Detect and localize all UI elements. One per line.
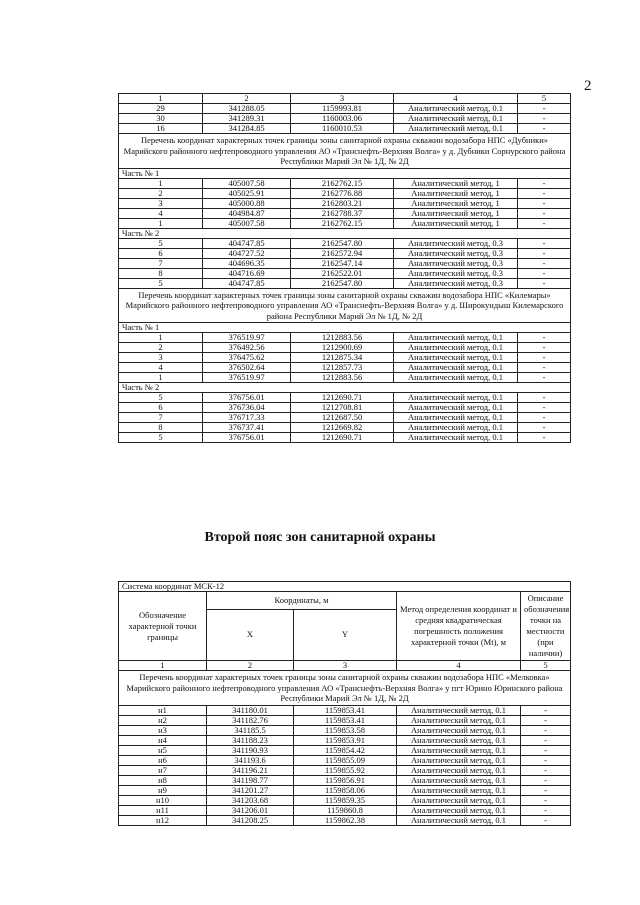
point-id: н4 [119,735,207,745]
coord-x: 341206.01 [207,805,294,815]
point-id: 7 [119,413,203,423]
point-id: 6 [119,248,203,258]
point-id: 29 [119,104,203,114]
table-row [119,715,571,725]
description: - [521,735,571,745]
coord-y: 1212875.34 [291,353,394,363]
column-number-row [119,94,571,104]
description: - [518,258,571,268]
coord-x: 341180.01 [207,705,294,715]
header-method: Метод определения координат и средняя квадратическая погрешность положения характерной точки (Mt), м [397,592,521,661]
method: Аналитический метод, 0.1 [397,805,521,815]
table-row [119,104,571,114]
table-row [119,278,571,288]
method: Аналитический метод, 0.1 [394,393,518,403]
column-number: 2 [207,661,294,671]
description: - [518,114,571,124]
table-row [119,815,571,825]
coord-y: 2162547.14 [291,258,394,268]
coord-x: 404727.52 [203,248,291,258]
description: - [518,373,571,383]
point-id: 30 [119,114,203,124]
coord-y: 2162547.80 [291,238,394,248]
table-row [119,188,571,198]
method: Аналитический метод, 0.1 [394,433,518,443]
coord-y: 2162776.88 [291,188,394,198]
point-id: н7 [119,765,207,775]
coord-x: 376519.97 [203,333,291,343]
coord-x: 376736.04 [203,403,291,413]
table-row [119,795,571,805]
table-row [119,238,571,248]
table-row [119,433,571,443]
description: - [521,785,571,795]
column-number: 3 [291,94,394,104]
table-row [119,735,571,745]
coord-x: 341289.31 [203,114,291,124]
description: - [518,198,571,208]
page-number: 2 [584,78,592,94]
method: Аналитический метод, 0.3 [394,278,518,288]
description: - [518,124,571,134]
coord-y: 1159993.81 [291,104,394,114]
section-heading: Второй пояс зон санитарной охраны [204,530,436,545]
description: - [521,755,571,765]
point-id: 4 [119,208,203,218]
coord-x: 376492.56 [203,343,291,353]
method: Аналитический метод, 0.3 [394,258,518,268]
system-row [119,582,571,592]
description: - [518,178,571,188]
part-label-row [119,228,571,238]
point-id: н11 [119,805,207,815]
method: Аналитический метод, 0.1 [397,715,521,725]
method: Аналитический метод, 0.3 [394,268,518,278]
description: - [518,393,571,403]
method: Аналитический метод, 0.3 [394,238,518,248]
coord-y: 1159853.91 [294,735,397,745]
coord-y: 1212687.50 [291,413,394,423]
coord-x: 376475.62 [203,353,291,363]
description: - [518,343,571,353]
method: Аналитический метод, 0.1 [397,815,521,825]
method: Аналитический метод, 0.1 [394,363,518,373]
method: Аналитический метод, 1 [394,198,518,208]
method: Аналитический метод, 0.1 [394,413,518,423]
point-id: н12 [119,815,207,825]
description: - [521,795,571,805]
coord-y: 1212857.73 [291,363,394,373]
coord-x: 404747.85 [203,278,291,288]
coord-y: 1159859.35 [294,795,397,805]
table-row [119,393,571,403]
description: - [521,765,571,775]
header-x: X [207,609,294,660]
point-id: н3 [119,725,207,735]
description: - [518,353,571,363]
coord-x: 376519.97 [203,373,291,383]
column-number: 4 [394,94,518,104]
description: - [518,333,571,343]
point-id: н9 [119,785,207,795]
header-coordinates: Координаты, м [207,592,397,610]
method: Аналитический метод, 0.1 [397,745,521,755]
method: Аналитический метод, 0.1 [394,403,518,413]
description: - [521,705,571,715]
point-id: н6 [119,755,207,765]
coordinates-table-continued [118,93,571,443]
point-id: 16 [119,124,203,134]
coord-x: 341208.25 [207,815,294,825]
point-id: н2 [119,715,207,725]
table-row [119,114,571,124]
description: - [518,208,571,218]
coord-x: 376756.01 [203,433,291,443]
method: Аналитический метод, 1 [394,178,518,188]
coord-y: 1159860.8 [294,805,397,815]
part-label-row [119,383,571,393]
description: - [518,248,571,258]
column-number-row [119,661,571,671]
description: - [518,268,571,278]
point-id: 5 [119,433,203,443]
part-label: Часть № 1 [119,168,571,178]
description: - [518,423,571,433]
column-number: 3 [294,661,397,671]
table-row [119,333,571,343]
method: Аналитический метод, 0.1 [397,795,521,805]
coord-y: 1160010.53 [291,124,394,134]
header-row-1 [119,592,571,610]
method: Аналитический метод, 0.1 [397,775,521,785]
method: Аналитический метод, 0.1 [397,735,521,745]
description: - [521,745,571,755]
coord-x: 341182.76 [207,715,294,725]
second-zone-table [118,581,571,826]
description: - [521,725,571,735]
method: Аналитический метод, 1 [394,208,518,218]
coord-y: 2162522.01 [291,268,394,278]
coord-x: 341196.21 [207,765,294,775]
method: Аналитический метод, 0.1 [394,124,518,134]
coord-y: 2162788.37 [291,208,394,218]
part-label-row [119,168,571,178]
coord-x: 404696.35 [203,258,291,268]
method: Аналитический метод, 0.3 [394,248,518,258]
method: Аналитический метод, 0.1 [397,785,521,795]
part-label: Часть № 2 [119,383,571,393]
table-row [119,124,571,134]
section-title-row [119,671,571,706]
method: Аналитический метод, 0.1 [397,765,521,775]
method: Аналитический метод, 0.1 [394,343,518,353]
point-id: н8 [119,775,207,785]
description: - [518,104,571,114]
coord-y: 1212883.56 [291,333,394,343]
header-description: Описание обозначения точки на местности (при наличии) [521,592,571,661]
part-label: Часть № 1 [119,323,571,333]
description: - [518,433,571,443]
table-row [119,745,571,755]
point-id: 6 [119,403,203,413]
coord-y: 2162547.80 [291,278,394,288]
coord-x: 341190.93 [207,745,294,755]
method: Аналитический метод, 1 [394,218,518,228]
point-id: н10 [119,795,207,805]
coord-y: 1212883.56 [291,373,394,383]
coord-x: 404716.69 [203,268,291,278]
coord-x: 341203.68 [207,795,294,805]
point-id: н1 [119,705,207,715]
description: - [518,238,571,248]
section-title: Перечень координат характерных точек границы зоны санитарной охраны скважин водозабора НПС «Мелковка» Марийского районного нефтепроводного управления АО «Транснефть-Верхняя Волга» у пгт Юрино Юринского района Республики Марий Эл № 1Д, № 2Д [119,671,571,706]
coord-y: 2162572.94 [291,248,394,258]
column-number: 1 [119,661,207,671]
coord-y: 1160003.06 [291,114,394,124]
coord-y: 1159856.91 [294,775,397,785]
coord-y: 1159862.38 [294,815,397,825]
coord-x: 376502.64 [203,363,291,373]
point-id: 5 [119,393,203,403]
section-title-row [119,134,571,169]
column-number: 5 [518,94,571,104]
description: - [521,775,571,785]
table-row [119,218,571,228]
point-id: 3 [119,198,203,208]
column-number: 1 [119,94,203,104]
method: Аналитический метод, 0.1 [397,705,521,715]
method: Аналитический метод, 0.1 [394,333,518,343]
point-id: 3 [119,353,203,363]
table-row [119,725,571,735]
method: Аналитический метод, 0.1 [397,755,521,765]
coord-x: 341201.27 [207,785,294,795]
section-title-row [119,288,571,323]
coord-y: 1159853.58 [294,725,397,735]
part-label: Часть № 2 [119,228,571,238]
coord-y: 1159854.42 [294,745,397,755]
method: Аналитический метод, 0.1 [394,373,518,383]
table-row [119,353,571,363]
table-row [119,198,571,208]
description: - [521,805,571,815]
coord-y: 1159853.41 [294,715,397,725]
method: Аналитический метод, 0.1 [397,725,521,735]
table-row [119,403,571,413]
point-id: 1 [119,218,203,228]
part-label-row [119,323,571,333]
point-id: 7 [119,258,203,268]
coord-x: 341198.77 [207,775,294,785]
coord-x: 405007.58 [203,178,291,188]
table-row [119,805,571,815]
coord-y: 1159855.92 [294,765,397,775]
section-title: Перечень координат характерных точек границы зоны санитарной охраны скважин водозабора НПС «Дубники» Марийского районного нефтепроводного управления АО «Транснефть-Верхняя Волга» у д. Дубники Сорнурского района Республики Марий Эл № 1Д, № 2Д [119,134,571,169]
coordinate-system-label: Система координат МСК-12 [119,582,571,592]
point-id: 8 [119,423,203,433]
coord-x: 341193.6 [207,755,294,765]
method: Аналитический метод, 1 [394,188,518,198]
method: Аналитический метод, 0.1 [394,114,518,124]
table-row [119,258,571,268]
point-id: 5 [119,238,203,248]
coord-y: 2162762.15 [291,178,394,188]
coord-y: 1212669.82 [291,423,394,433]
table-row [119,413,571,423]
coord-y: 2162762.15 [291,218,394,228]
table-row [119,248,571,258]
table-row [119,775,571,785]
coord-y: 1212690.71 [291,393,394,403]
point-id: 1 [119,178,203,188]
coord-x: 404984.87 [203,208,291,218]
point-id: 2 [119,188,203,198]
table-row [119,423,571,433]
table-row [119,765,571,775]
description: - [518,218,571,228]
coord-x: 341188.23 [207,735,294,745]
coord-y: 1212690.71 [291,433,394,443]
point-id: 1 [119,373,203,383]
description: - [521,715,571,725]
column-number: 5 [521,661,571,671]
section-title: Перечень координат характерных точек границы зоны санитарной охраны скважин водозабора НПС «Килемары» Марийского районного нефтепроводного управления АО «Транснефть-Верхняя Волга» у д. Широкундыш Килемарского района Республики Марий Эл № 1Д, № 2Д [119,288,571,323]
method: Аналитический метод, 0.1 [394,423,518,433]
coord-x: 405000.88 [203,198,291,208]
coord-y: 1212900.69 [291,343,394,353]
coord-y: 1159855.09 [294,755,397,765]
description: - [518,188,571,198]
point-id: 5 [119,278,203,288]
coord-y: 1212708.81 [291,403,394,413]
table-row [119,373,571,383]
table-row [119,268,571,278]
table-row [119,785,571,795]
table-row [119,343,571,353]
table-row [119,755,571,765]
header-y: Y [294,609,397,660]
description: - [518,363,571,373]
table-row [119,705,571,715]
coord-y: 2162803.21 [291,198,394,208]
point-id: н5 [119,745,207,755]
point-id: 4 [119,363,203,373]
coord-x: 341284.85 [203,124,291,134]
method: Аналитический метод, 0.1 [394,104,518,114]
point-id: 8 [119,268,203,278]
coord-y: 1159858.06 [294,785,397,795]
point-id: 1 [119,333,203,343]
table-row [119,208,571,218]
coord-x: 376717.33 [203,413,291,423]
coord-x: 341185.5 [207,725,294,735]
coord-x: 376756.01 [203,393,291,403]
header-point: Обозначение характерной точки границы [119,592,207,661]
description: - [521,815,571,825]
point-id: 2 [119,343,203,353]
coord-y: 1159853.41 [294,705,397,715]
coord-x: 341288.05 [203,104,291,114]
description: - [518,413,571,423]
coord-x: 405025.91 [203,188,291,198]
coord-x: 404747.85 [203,238,291,248]
description: - [518,403,571,413]
table-row [119,363,571,373]
table-row [119,178,571,188]
coord-x: 405007.58 [203,218,291,228]
method: Аналитический метод, 0.1 [394,353,518,363]
column-number: 2 [203,94,291,104]
description: - [518,278,571,288]
column-number: 4 [397,661,521,671]
coord-x: 376737.41 [203,423,291,433]
